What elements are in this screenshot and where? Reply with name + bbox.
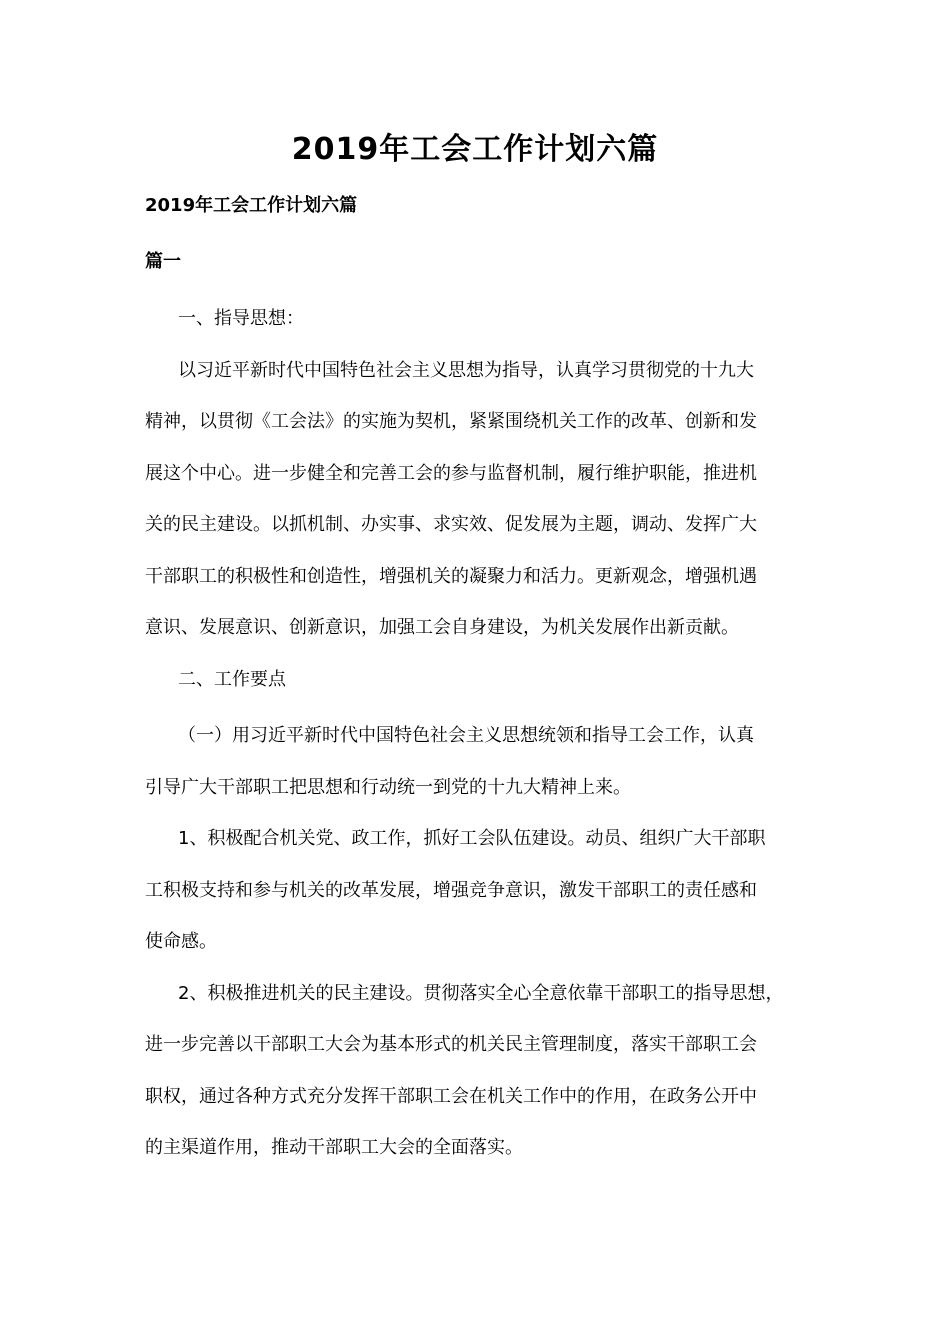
heading-work-points: 二、工作要点 [178,668,286,690]
paragraph-line: 的主渠道作用，推动干部职工大会的全面落实。 [145,1137,523,1158]
paragraph-line: 关的民主建设。以抓机制、办实事、求实效、促发展为主题，调动、发挥广大 [145,514,757,535]
paragraph-line: 精神，以贯彻《工会法》的实施为契机，紧紧围绕机关工作的改革、创新和发 [145,411,757,432]
paragraph-line: 工积极支持和参与机关的改革发展，增强竞争意识，激发干部职工的责任感和 [145,879,757,901]
paragraph-line: 以习近平新时代中国特色社会主义思想为指导，认真学习贯彻党的十九大 [178,359,754,381]
paragraph-line: 展这个中心。进一步健全和完善工会的参与监督机制，履行维护职能，推进机 [145,462,757,484]
paragraph-line: 引导广大干部职工把思想和行动统一到党的十九大精神上来。 [145,776,631,798]
paragraph-line: （一）用习近平新时代中国特色社会主义思想统领和指导工会工作，认真 [178,725,754,746]
paragraph-line: 干部职工的积极性和创造性，增强机关的凝聚力和活力。更新观念，增强机遇 [145,565,757,587]
paragraph-line: 2、积极推进机关的民主建设。贯彻落实全心全意依靠干部职工的指导思想， [178,982,784,1004]
document-title: 2019年工会工作计划六篇 [291,132,659,167]
paragraph-line: 1、积极配合机关党、政工作，抓好工会队伍建设。动员、组织广大干部职 [178,828,766,849]
section-heading: 篇一 [145,251,181,272]
document-body [145,293,815,1174]
paragraph-line: 职权，通过各种方式充分发挥干部职工会在机关工作中的作用，在政务公开中 [145,1085,757,1107]
document-subtitle: 2019年工会工作计划六篇 [145,195,358,216]
paragraph-line: 意识、发展意识、创新意识，加强工会自身建设，为机关发展作出新贡献。 [145,617,739,638]
paragraph-line: 进一步完善以干部职工大会为基本形式的机关民主管理制度，落实干部职工会 [145,1034,757,1055]
paragraph-line: 使命感。 [145,931,217,952]
heading-guiding-principle: 一、指导思想： [178,308,304,329]
